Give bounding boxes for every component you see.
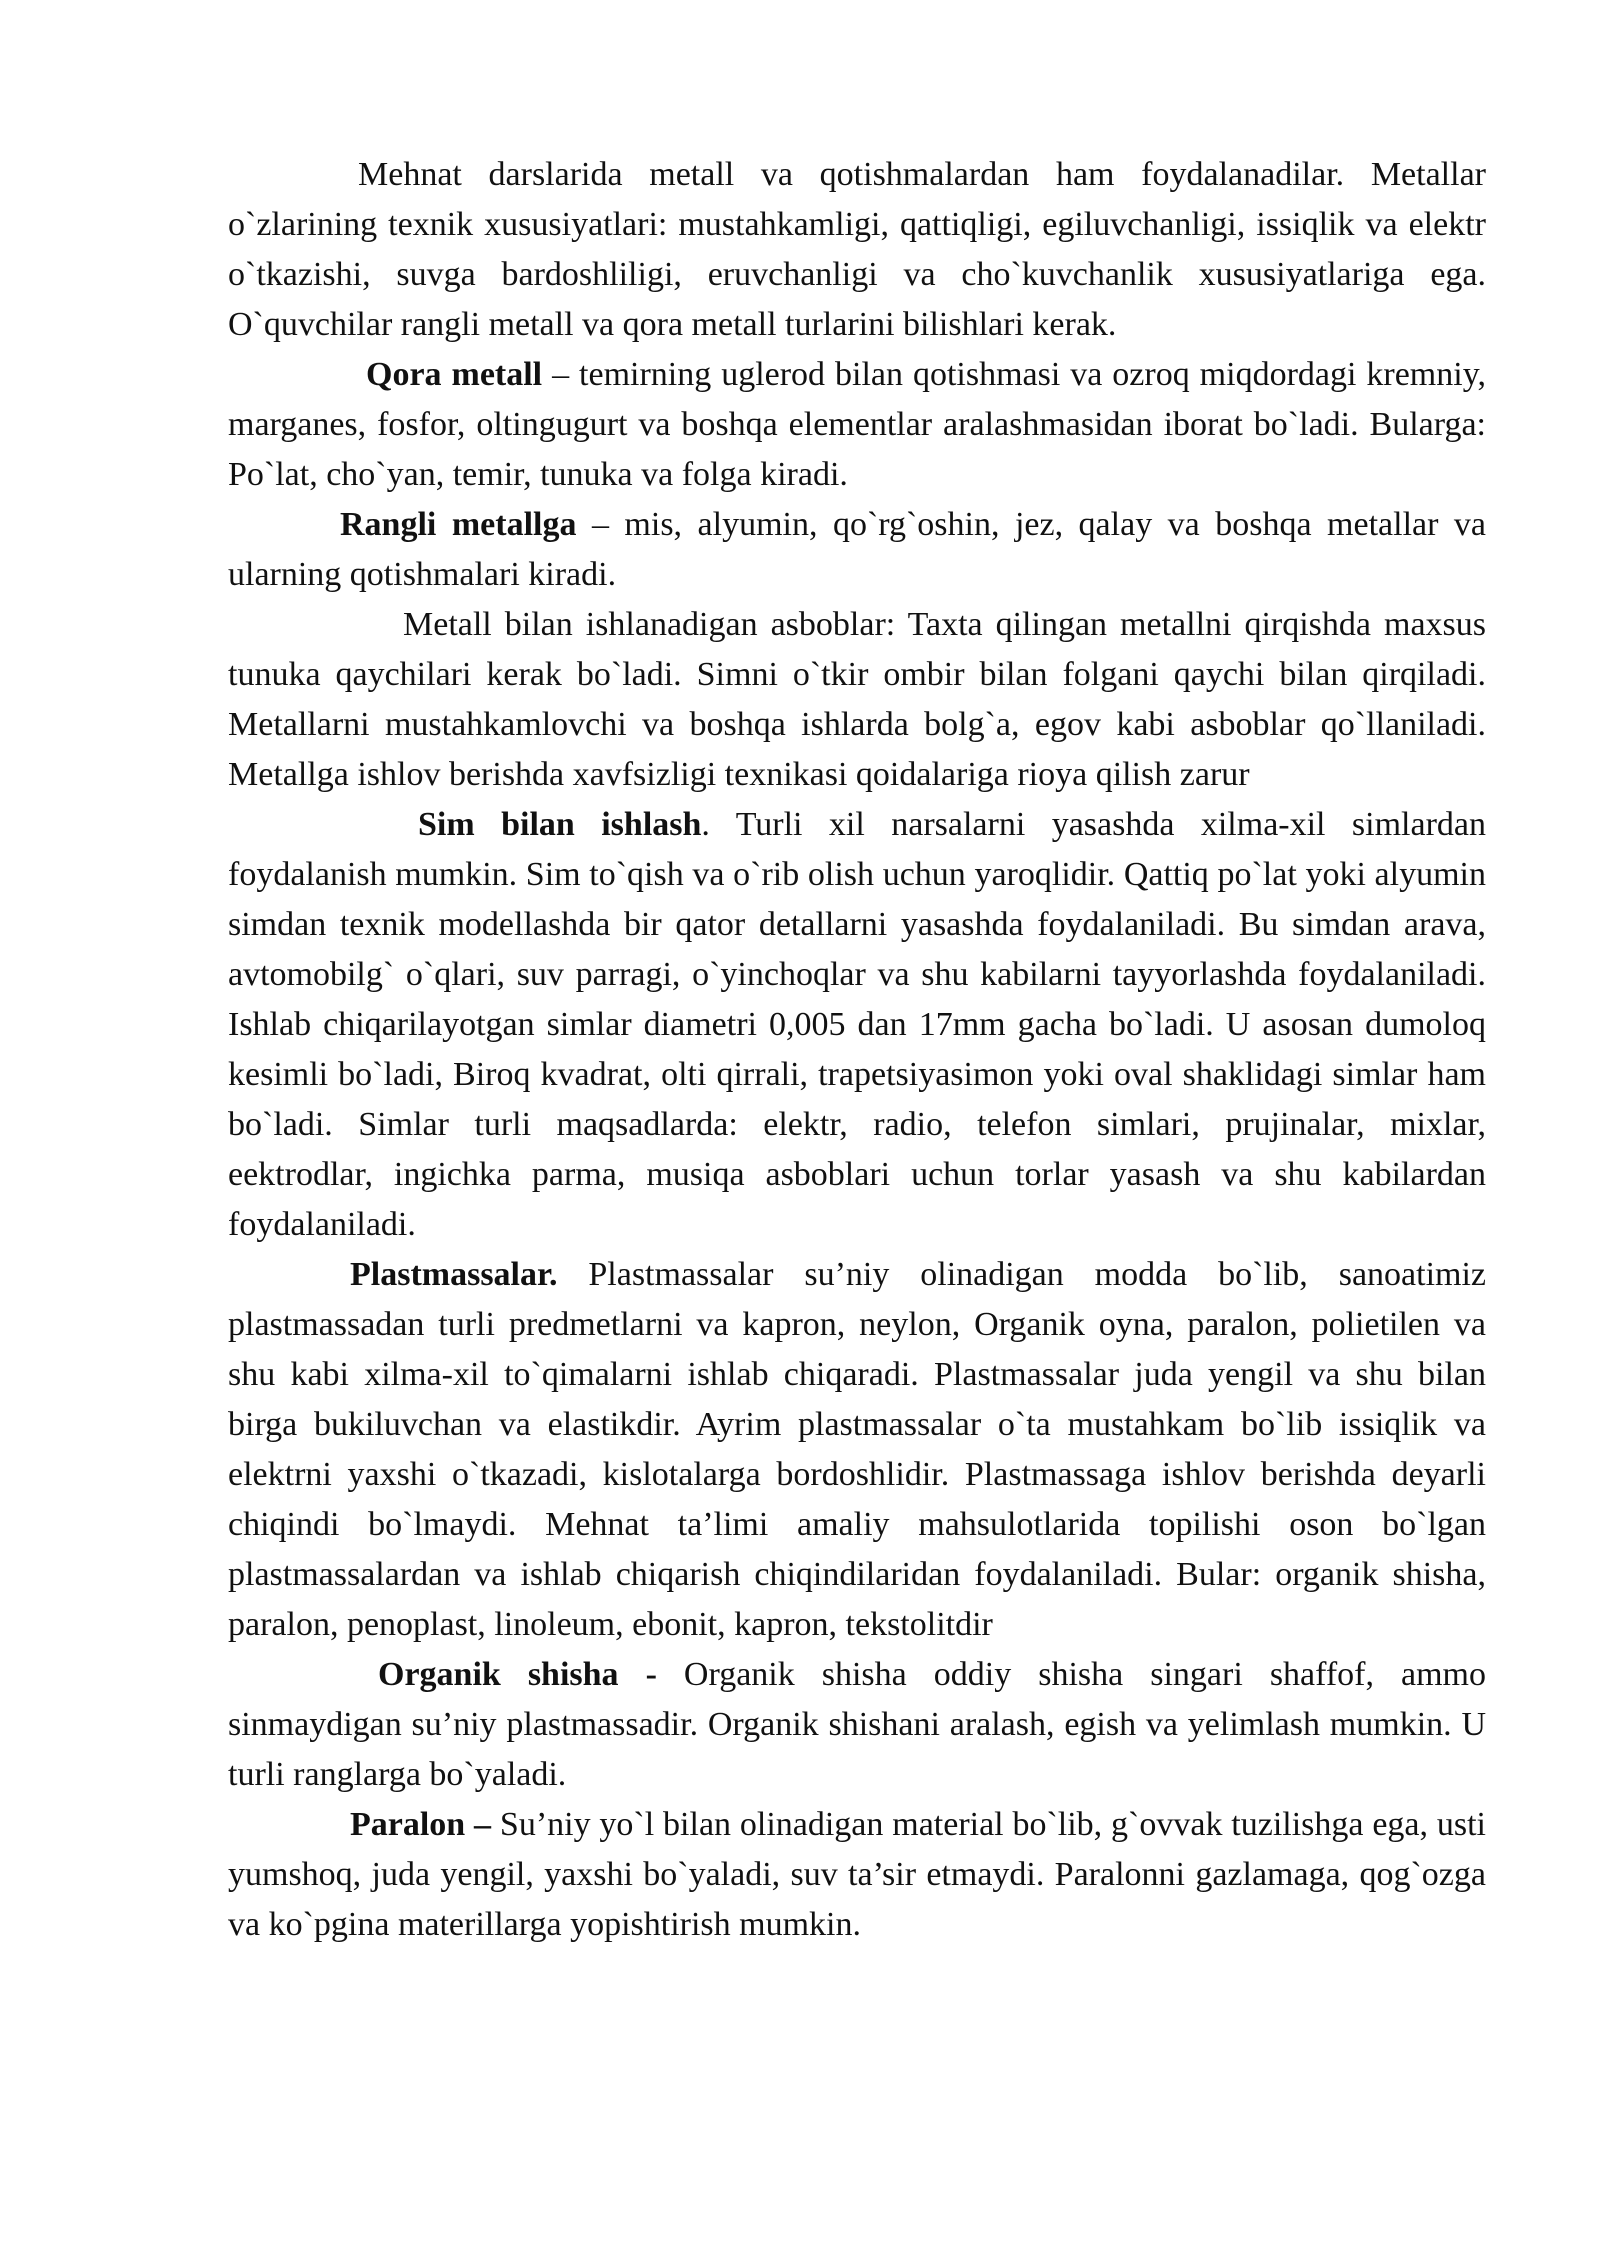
- paragraph-text: Plastmassalar su’niy olinadigan modda bo`lib, sanoatimiz plastmassadan turli predmetlarni va kapron, neylon, Organik oyna, paralon, polietilen va shu kabi xilma-xil to`qimalarni ishlab chiqaradi. Plastmassalar juda yengil va shu bilan birga bukiluvchan va elastikdir. Ayrim plastmassalar o`ta mustahkam bo`lib issiqlik va elektrni yaxshi o`tkazadi, kislotalarga bordoshlidir. Plastmassaga ishlov berishda deyarli chiqindi bo`lmaydi. Mehnat ta’limi amaliy mahsulotlarida topilishi oson bo`lgan plastmassalardan va ishlab chiqarish chiqindilaridan foydalaniladi. Bular: organik shisha, paralon, penoplast, linoleum, ebonit, kapron, tekstolitdir: [228, 1256, 1486, 1643]
- paragraph-text: – temirning uglerod bilan qotishmasi va ozroq miqdordagi kremniy, marganes, fosfor, oltingugurt va boshqa elementlar aralashmasidan iborat bo`ladi. Bularga: Po`lat, cho`yan, temir, tunuka va folga kiradi.: [228, 356, 1486, 493]
- paragraph-plastmassalar: [228, 1250, 1486, 1650]
- paragraph-rangli-metall: [228, 500, 1486, 600]
- term-heading: Sim bilan ishlash: [418, 806, 702, 843]
- document-page: [228, 150, 1486, 1950]
- paragraph-intro: [228, 150, 1486, 350]
- paragraph-qora-metall: [228, 350, 1486, 500]
- term-heading: Qora metall: [366, 356, 543, 393]
- term-heading: Plastmassalar.: [350, 1256, 558, 1293]
- paragraph-asboblar: [228, 600, 1486, 800]
- paragraph-text: Mehnat darslarida metall va qotishmalardan ham foydalanadilar. Metallar o`zlarining texnik xususiyatlari: mustahkamligi, qattiqligi, egiluvchanligi, issiqlik va elektr o`tkazishi, suvga bardoshliligi, eruvchanligi va cho`kuvchanlik xususiyatlariga ega. O`quvchilar rangli metall va qora metall turlarini bilishlari kerak.: [228, 156, 1486, 343]
- paragraph-text: Organik shisha oddiy shisha singari shaffof, ammo sinmaydigan su’niy plastmassadir. Organik shishani aralash, egish va yelimlash mumkin. U turli ranglarga bo`yaladi.: [228, 1656, 1486, 1793]
- term-heading: Organik shisha -: [378, 1656, 657, 1693]
- paragraph-text: Su’niy yo`l bilan olinadigan material bo`lib, g`ovvak tuzilishga ega, usti yumshoq, juda yengil, yaxshi bo`yaladi, suv ta’sir etmaydi. Paralonni gazlamaga, qog`ozga va ko`pgina materillarga yopishtirish mumkin.: [228, 1806, 1486, 1943]
- paragraph-sim: [228, 800, 1486, 1250]
- paragraph-text: – mis, alyumin, qo`rg`oshin, jez, qalay va boshqa metallar va ularning qotishmalari kiradi.: [228, 506, 1486, 593]
- paragraph-paralon: [228, 1800, 1486, 1950]
- term-heading: Rangli metallga: [340, 506, 577, 543]
- term-heading: Paralon –: [350, 1806, 492, 1843]
- paragraph-text: Metall bilan ishlanadigan asboblar: Taxta qilingan metallni qirqishda maxsus tunuka qaychilari kerak bo`ladi. Simni o`tkir ombir bilan folgani qaychi bilan qirqiladi. Metallarni mustahkamlovchi va boshqa ishlarda bolg`a, egov kabi asboblar qo`llaniladi. Metallga ishlov berishda xavfsizligi texnikasi qoidalariga rioya qilish zarur: [228, 606, 1486, 793]
- paragraph-text: . Turli xil narsalarni yasashda xilma-xil simlardan foydalanish mumkin. Sim to`qish va o`rib olish uchun yaroqlidir. Qattiq po`lat yoki alyumin simdan texnik modellashda bir qator detallarni yasashda foydalaniladi. Bu simdan arava, avtomobilg` o`qlari, suv parragi, o`yinchoqlar va shu kabilarni tayyorlashda foydalaniladi. Ishlab chiqarilayotgan simlar diametri 0,005 dan 17mm gacha bo`ladi. U asosan dumoloq kesimli bo`ladi, Biroq kvadrat, olti qirrali, trapetsiyasimon yoki oval shaklidagi simlar ham bo`ladi. Simlar turli maqsadlarda: elektr, radio, telefon simlari, prujinalar, mixlar, eektrodlar, ingichka parma, musiqa asboblari uchun torlar yasash va shu kabilardan foydalaniladi.: [228, 806, 1486, 1243]
- paragraph-organik-shisha: [228, 1650, 1486, 1800]
